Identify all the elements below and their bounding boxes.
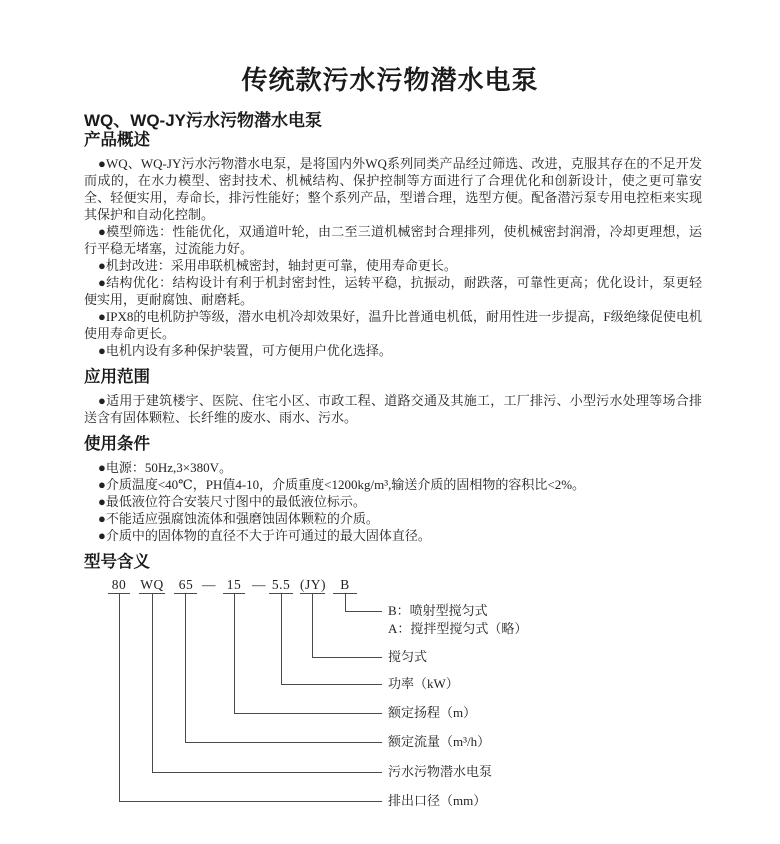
overview-paragraph: ●模型筛选：性能优化，双通道叶轮，由二至三道机械密封合理排列，使机械密封润滑，冷却更理想，运行平稳无堵塞，过流能力好。 [84,224,702,256]
model-code-flow: 65 [178,577,194,592]
connector-line [345,594,346,611]
section-heading-conditions: 使用条件 [84,435,150,453]
condition-item: ●不能适应强腐蚀流体和强磨蚀固体颗粒的介质。 [98,511,379,526]
overview-paragraph: ●WQ、WQ-JY污水污物潜水电泵，是将国内外WQ系列同类产品经过筛选、改进，克服其存在的不足开发而成的，在水力模型、密封技术、机械结构、保护控制等方面进行了合理优化和创新设计，使之更可靠安全、轻便实用，寿命长，排污性能好；整个系列产品，型谱合理，选型方便。配备潜污泵专用电控柜来实现其保护和自动化控制。 [84,156,702,222]
application-paragraph: ●适用于建筑楼宇、医院、住宅小区、市政工程、道路交通及其施工，工厂排污、小型污水处理等场合排送含有固体颗粒、长纤维的废水、雨水、污水。 [84,393,702,425]
connector-line [281,684,382,685]
model-code-head: 15 [226,577,242,592]
content-column [0,111,780,819]
connector-line [234,713,382,714]
page-title: 传统款污水污物潜水电泵 [241,65,539,95]
model-code-dash: — [252,577,266,592]
model-code-discharge-diameter: 80 [111,577,127,592]
product-subtitle: WQ、WQ-JY污水污物潜水电泵 [84,111,322,130]
connector-line [152,772,382,773]
model-code-power: 5.5 [271,577,291,592]
model-code-variant: B [340,577,350,592]
connector-line [281,594,282,684]
legend-mixing-type: 搅匀式 [388,649,428,664]
connector-line [312,594,313,657]
connector-line [234,594,235,713]
model-code-series: WQ [140,577,164,592]
section-heading-overview: 产品概述 [84,131,150,149]
legend-power: 功率（kW） [388,676,459,691]
connector-line [185,594,186,742]
connector-line [119,801,382,802]
condition-item: ●介质温度<40℃，PH值4-10，介质重度<1200kg/m³,输送介质的固相物的容积比<2%。 [98,477,586,492]
overview-paragraph: ●IPX8的电机防护等级，潜水电机冷却效果好，温升比普通电机低，耐用性进一步提高，F级绝缘促使电机使用寿命更长。 [84,309,702,341]
connector-line [152,594,153,772]
model-designation-diagram [84,577,702,819]
legend-rated-flow: 额定流量（m³/h） [388,734,491,749]
condition-item: ●介质中的固体物的直径不大于许可通过的最大固体直径。 [98,528,431,543]
section-heading-model: 型号含义 [84,553,150,571]
overview-paragraph: ●机封改进：采用串联机械密封，轴封更可靠，使用寿命更长。 [98,258,457,273]
legend-discharge-diameter: 排出口径（mm） [388,793,487,808]
connector-line [185,742,382,743]
section-heading-application: 应用范围 [84,368,150,386]
model-code-dash: — [202,577,216,592]
condition-item: ●最低液位符合安装尺寸图中的最低液位标示。 [98,494,366,509]
overview-paragraph: ●电机内设有多种保护装置，可方便用户优化选择。 [98,343,392,358]
condition-item: ●电源：50Hz,3×380V。 [98,460,232,475]
legend-rated-head: 额定扬程（m） [388,705,477,720]
legend-variant-b: B：喷射型搅匀式 [388,603,488,618]
connector-line [119,594,120,801]
connector-line [345,611,382,612]
legend-variant-a: A：搅拌型搅匀式（略） [388,621,528,636]
legend-pump-type: 污水污物潜水电泵 [388,764,493,779]
overview-paragraph: ●结构优化：结构设计有利于机封密封性，运转平稳，抗振动，耐跌落，可靠性更高；优化设计，泵更轻便实用，更耐腐蚀、耐磨耗。 [84,275,702,307]
connector-line [312,657,382,658]
model-code-mixing-type: (JY) [300,577,326,592]
